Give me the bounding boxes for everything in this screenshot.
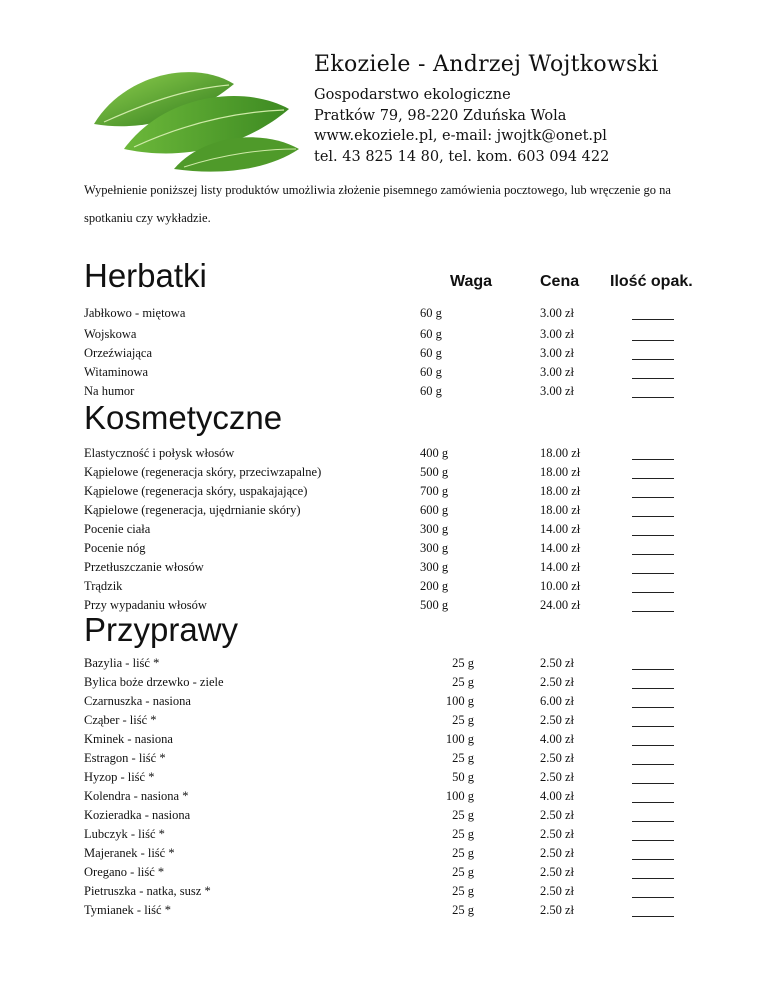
quantity-blank-field[interactable] — [632, 659, 674, 670]
product-price: 2.50 zł — [540, 884, 575, 898]
product-name: Orzeźwiająca — [84, 346, 152, 360]
mint-leaves-icon — [84, 54, 304, 174]
product-price: 14.00 zł — [540, 522, 581, 536]
product-row — [84, 825, 684, 844]
product-price: 2.50 zł — [540, 656, 575, 670]
org-address: Pratków 79, 98-220 Zduńska Wola — [314, 107, 567, 124]
quantity-blank-field[interactable] — [632, 330, 674, 341]
product-name: Czarnuszka - nasiona — [84, 694, 191, 708]
product-row — [84, 768, 684, 787]
quantity-blank-field[interactable] — [632, 906, 674, 917]
product-name: Kminek - nasiona — [84, 732, 173, 746]
product-name: Cząber - liść * — [84, 713, 157, 727]
product-weight: 25 g — [452, 846, 474, 860]
product-price: 18.00 zł — [540, 503, 581, 517]
product-weight: 300 g — [420, 560, 449, 574]
quantity-blank-field[interactable] — [632, 697, 674, 708]
product-name: Kolendra - nasiona * — [84, 789, 189, 803]
product-row — [84, 304, 684, 323]
product-weight: 300 g — [420, 541, 449, 555]
product-weight: 60 g — [420, 384, 442, 398]
product-row — [84, 787, 684, 806]
column-header-waga: Waga — [450, 273, 493, 290]
product-price: 2.50 zł — [540, 846, 575, 860]
product-row — [84, 692, 684, 711]
product-price: 2.50 zł — [540, 865, 575, 879]
product-weight: 300 g — [420, 522, 449, 536]
product-name: Trądzik — [84, 579, 123, 593]
organization-header — [314, 52, 659, 167]
quantity-blank-field[interactable] — [632, 716, 674, 727]
product-name: Tymianek - liść * — [84, 903, 171, 917]
product-row — [84, 325, 684, 344]
product-weight: 25 g — [452, 827, 474, 841]
product-price: 2.50 zł — [540, 827, 575, 841]
quantity-blank-field[interactable] — [632, 792, 674, 803]
product-row — [84, 882, 684, 901]
org-subtitle: Gospodarstwo ekologiczne — [314, 87, 511, 103]
product-price: 2.50 zł — [540, 903, 575, 917]
product-name: Majeranek - liść * — [84, 846, 175, 860]
quantity-blank-field[interactable] — [632, 368, 674, 379]
product-weight: 25 g — [452, 884, 474, 898]
product-price: 10.00 zł — [540, 579, 581, 593]
product-name: Kąpielowe (regeneracja skóry, uspakajające) — [84, 484, 308, 498]
product-row — [84, 520, 684, 539]
product-row — [84, 901, 684, 920]
product-row — [84, 501, 684, 520]
product-name: Wojskowa — [84, 327, 137, 341]
product-name: Bylica boże drzewko - ziele — [84, 675, 224, 689]
product-price: 3.00 zł — [540, 346, 575, 360]
product-price: 18.00 zł — [540, 446, 581, 460]
product-weight: 25 g — [452, 808, 474, 822]
product-name: Hyzop - liść * — [84, 770, 155, 784]
product-name: Elastyczność i połysk włosów — [84, 446, 235, 460]
product-weight: 25 g — [452, 865, 474, 879]
quantity-blank-field[interactable] — [632, 563, 674, 574]
product-price: 2.50 zł — [540, 713, 575, 727]
product-name: Pietruszka - natka, susz * — [84, 884, 211, 898]
quantity-blank-field[interactable] — [632, 582, 674, 593]
product-row — [84, 444, 684, 463]
product-name: Kąpielowe (regeneracja, ujędrnianie skóry) — [84, 503, 301, 517]
section-kosmetyczne-title: Kosmetyczne — [84, 399, 283, 436]
product-row — [84, 806, 684, 825]
product-row — [84, 558, 684, 577]
product-name: Lubczyk - liść * — [84, 827, 165, 841]
column-header-cena: Cena — [540, 273, 580, 290]
product-weight: 25 g — [452, 903, 474, 917]
product-weight: 60 g — [420, 306, 442, 320]
quantity-blank-field[interactable] — [632, 449, 674, 460]
quantity-blank-field[interactable] — [632, 849, 674, 860]
product-weight: 60 g — [420, 346, 442, 360]
product-weight: 600 g — [420, 503, 449, 517]
quantity-blank-field[interactable] — [632, 830, 674, 841]
product-price: 2.50 zł — [540, 675, 575, 689]
product-price: 14.00 zł — [540, 541, 581, 555]
product-name: Kąpielowe (regeneracja skóry, przeciwzapalne) — [84, 465, 322, 479]
quantity-blank-field[interactable] — [632, 754, 674, 765]
product-weight: 50 g — [452, 770, 474, 784]
product-name: Jabłkowo - miętowa — [84, 306, 186, 320]
product-price: 18.00 zł — [540, 484, 581, 498]
quantity-blank-field[interactable] — [632, 868, 674, 879]
product-weight: 60 g — [420, 365, 442, 379]
product-weight: 25 g — [452, 713, 474, 727]
quantity-blank-field[interactable] — [632, 735, 674, 746]
product-row — [84, 463, 684, 482]
quantity-blank-field[interactable] — [632, 487, 674, 498]
product-row — [84, 363, 684, 382]
product-price: 4.00 zł — [540, 732, 575, 746]
section-herbatki-title: Herbatki — [84, 257, 207, 294]
product-name: Estragon - liść * — [84, 751, 166, 765]
product-name: Oregano - liść * — [84, 865, 165, 879]
product-weight: 200 g — [420, 579, 449, 593]
quantity-blank-field[interactable] — [632, 678, 674, 689]
product-row — [84, 711, 684, 730]
product-row — [84, 654, 684, 673]
product-name: Bazylia - liść * — [84, 656, 160, 670]
product-row — [84, 863, 684, 882]
quantity-blank-field[interactable] — [632, 349, 674, 360]
quantity-blank-field[interactable] — [632, 887, 674, 898]
product-row — [84, 844, 684, 863]
product-weight: 25 g — [452, 675, 474, 689]
org-phone: tel. 43 825 14 80, tel. kom. 603 094 422 — [314, 148, 610, 165]
product-price: 3.00 zł — [540, 306, 575, 320]
product-weight: 500 g — [420, 598, 449, 612]
product-weight: 25 g — [452, 656, 474, 670]
product-price: 3.00 zł — [540, 365, 575, 379]
product-row — [84, 749, 684, 768]
product-price: 2.50 zł — [540, 770, 575, 784]
product-weight: 25 g — [452, 751, 474, 765]
product-weight: 100 g — [445, 694, 474, 708]
column-header-ilosc: Ilość opak. — [610, 273, 693, 290]
quantity-blank-field[interactable] — [632, 544, 674, 555]
product-weight: 400 g — [420, 446, 449, 460]
product-weight: 100 g — [445, 732, 474, 746]
product-row — [84, 730, 684, 749]
product-price: 14.00 zł — [540, 560, 581, 574]
product-row — [84, 673, 684, 692]
product-weight: 60 g — [420, 327, 442, 341]
product-row — [84, 539, 684, 558]
product-row — [84, 577, 684, 596]
quantity-blank-field[interactable] — [632, 309, 674, 320]
product-price: 4.00 zł — [540, 789, 575, 803]
product-weight: 100 g — [445, 789, 474, 803]
quantity-blank-field[interactable] — [632, 506, 674, 517]
product-price: 2.50 zł — [540, 751, 575, 765]
product-price: 6.00 zł — [540, 694, 575, 708]
product-weight: 500 g — [420, 465, 449, 479]
product-name: Przetłuszczanie włosów — [84, 560, 204, 574]
organization-name: Ekoziele - Andrzej Wojtkowski — [314, 52, 659, 77]
product-name: Kozieradka - nasiona — [84, 808, 191, 822]
quantity-blank-field[interactable] — [632, 811, 674, 822]
product-name: Pocenie ciała — [84, 522, 151, 536]
product-name: Przy wypadaniu włosów — [84, 598, 207, 612]
quantity-blank-field[interactable] — [632, 387, 674, 398]
quantity-blank-field[interactable] — [632, 525, 674, 536]
product-name: Na humor — [84, 384, 135, 398]
section-przyprawy-title: Przyprawy — [84, 611, 239, 648]
product-price: 3.00 zł — [540, 327, 575, 341]
product-row — [84, 344, 684, 363]
product-price: 3.00 zł — [540, 384, 575, 398]
product-name: Witaminowa — [84, 365, 149, 379]
product-price: 18.00 zł — [540, 465, 581, 479]
org-web-email: www.ekoziele.pl, e-mail: jwojtk@onet.pl — [314, 128, 607, 144]
product-price: 2.50 zł — [540, 808, 575, 822]
quantity-blank-field[interactable] — [632, 468, 674, 479]
quantity-blank-field[interactable] — [632, 773, 674, 784]
product-weight: 700 g — [420, 484, 449, 498]
product-row — [84, 482, 684, 501]
quantity-blank-field[interactable] — [632, 601, 674, 612]
product-price: 24.00 zł — [540, 598, 581, 612]
intro-text: Wypełnienie poniższej listy produktów umożliwia złożenie pisemnego zamówienia pocztowego, lub wręczenie go na spotkaniu czy wykładzie. — [84, 183, 671, 225]
product-name: Pocenie nóg — [84, 541, 146, 555]
mint-leaves-logo — [84, 54, 304, 174]
